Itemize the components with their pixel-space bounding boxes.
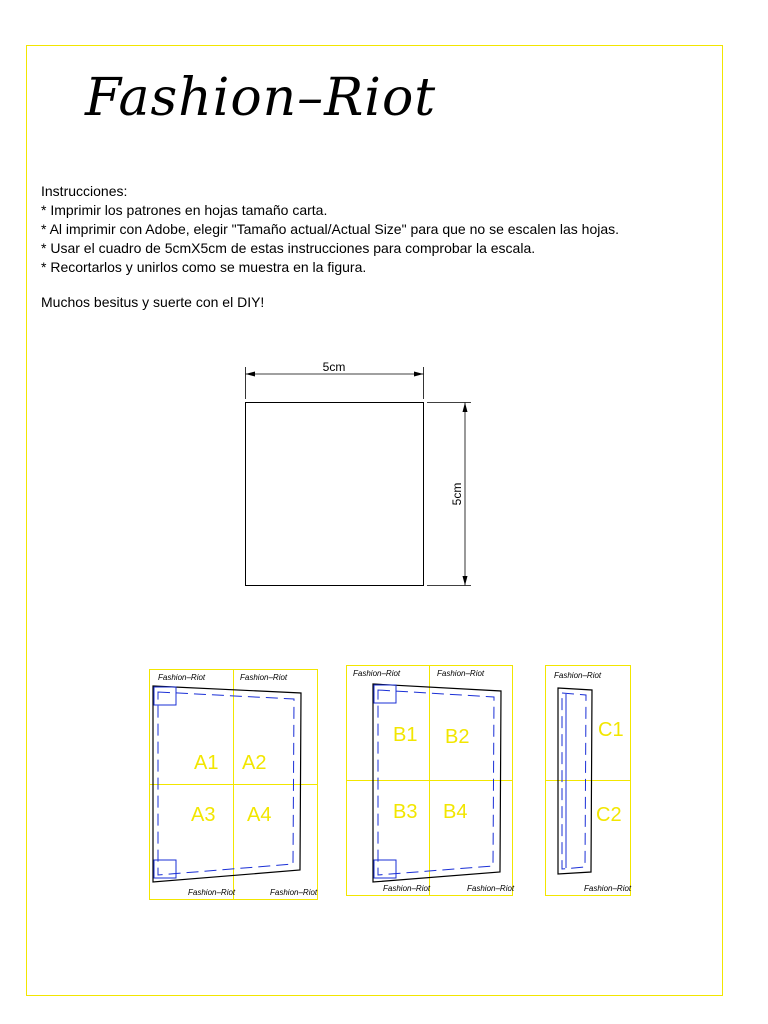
height-arrow-bottom bbox=[463, 576, 468, 586]
pattern-panel-c bbox=[544, 664, 634, 898]
logo: Fashion–Riot bbox=[85, 68, 437, 128]
width-arrow-left bbox=[246, 372, 256, 377]
instruction-item: * Al imprimir con Adobe, elegir "Tamaño actual/Actual Size" para que no se escalen las hojas. bbox=[41, 221, 620, 237]
panel-a-label: A1 bbox=[194, 752, 219, 774]
panel-b-logo: Fashion–Riot bbox=[467, 884, 515, 893]
pattern-panel-a bbox=[148, 668, 320, 902]
instruction-item: * Imprimir los patrones en hojas tamaño carta. bbox=[41, 202, 328, 218]
instructions-heading: Instrucciones: bbox=[41, 183, 128, 199]
scale-square-diagram bbox=[235, 355, 485, 600]
panel-a-logo: Fashion–Riot bbox=[188, 888, 236, 897]
panel-a-corner-mark bbox=[154, 687, 176, 705]
panel-a-label: A4 bbox=[247, 804, 272, 826]
panel-b-label: B4 bbox=[443, 801, 468, 823]
panel-b-seam-line bbox=[378, 690, 494, 875]
panel-a-seam-line bbox=[158, 692, 294, 875]
instructions bbox=[41, 182, 619, 277]
instruction-item: * Usar el cuadro de 5cmX5cm de estas instrucciones para comprobar la escala. bbox=[41, 240, 536, 256]
height-arrow-top bbox=[463, 403, 468, 413]
panel-b-logo: Fashion–Riot bbox=[353, 669, 401, 678]
panel-b-logo: Fashion–Riot bbox=[437, 669, 485, 678]
panel-b-logo: Fashion–Riot bbox=[383, 884, 431, 893]
scale-square bbox=[246, 403, 424, 586]
panel-a-label: A3 bbox=[191, 804, 216, 826]
panel-a-logo: Fashion–Riot bbox=[270, 888, 318, 897]
panel-c-label: C1 bbox=[598, 719, 624, 741]
panel-b-label: B1 bbox=[393, 724, 418, 746]
panel-a-logo: Fashion–Riot bbox=[158, 673, 206, 682]
panel-c-label: C2 bbox=[596, 804, 622, 826]
height-label: 5cm bbox=[450, 482, 464, 506]
panel-c-logo: Fashion–Riot bbox=[554, 671, 602, 680]
panel-b-label: B2 bbox=[445, 726, 470, 748]
width-label: 5cm bbox=[322, 360, 346, 374]
width-arrow-right bbox=[414, 372, 424, 377]
panel-b-label: B3 bbox=[393, 801, 418, 823]
panel-b-corner-mark bbox=[374, 860, 396, 878]
pattern-panel-b bbox=[345, 664, 515, 898]
instruction-item: * Recortarlos y unirlos como se muestra en la figura. bbox=[41, 259, 367, 275]
panel-b-corner-mark bbox=[374, 685, 396, 703]
panel-a-logo: Fashion–Riot bbox=[240, 673, 288, 682]
panel-c-logo: Fashion–Riot bbox=[584, 884, 632, 893]
panel-a-corner-mark bbox=[154, 860, 176, 878]
signoff: Muchos besitus y suerte con el DIY! bbox=[41, 294, 265, 310]
panel-a-label: A2 bbox=[242, 752, 267, 774]
panel-b-pattern-outline bbox=[373, 684, 501, 882]
